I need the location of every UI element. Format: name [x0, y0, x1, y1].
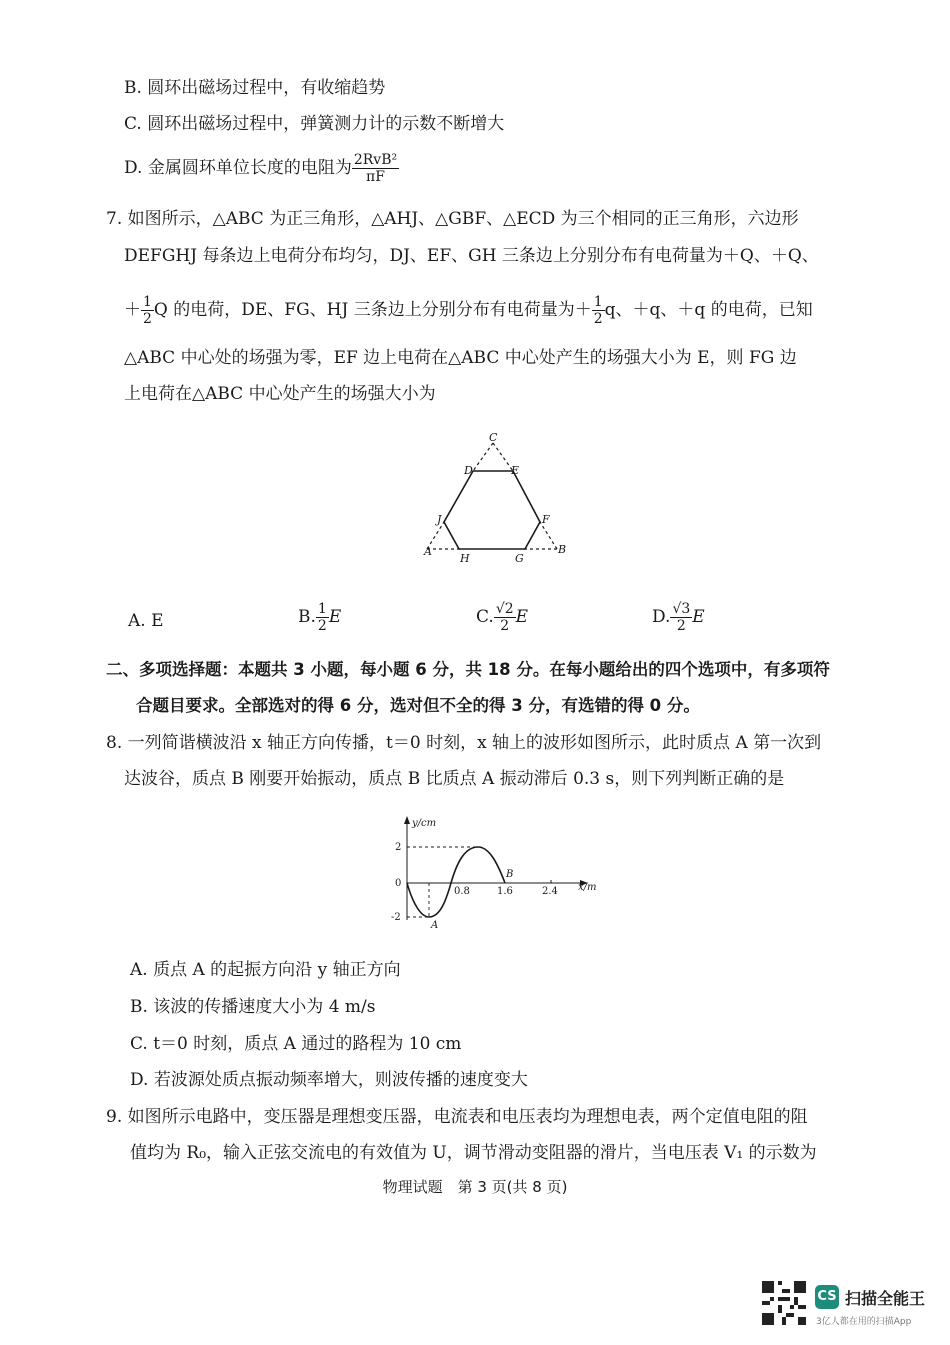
- fraction-numerator: 1: [317, 601, 327, 617]
- fraction-numerator: 1: [143, 294, 152, 310]
- x-tick-2-4: 2.4: [542, 886, 558, 897]
- y-axis-label: y/cm: [412, 818, 437, 829]
- label-d: D: [464, 464, 473, 477]
- fraction-denominator: 2: [500, 618, 510, 634]
- choice-b-e: E: [328, 607, 342, 627]
- y-axis-arrow-icon: [404, 816, 410, 824]
- q9-line-2: 值均为 R₀，输入正弦交流电的有效值为 U，调节滑动变阻器的滑片，当电压表 V₁ 的示数为: [130, 1143, 817, 1163]
- hexagon-defghj: [444, 471, 540, 549]
- fraction-denominator: 2: [593, 311, 603, 327]
- section-2-heading-line-2: 合题目要求。全部选对的得 6 分，选对但不全的得 3 分，有选错的得 0 分。: [136, 696, 700, 715]
- half-fraction: [141, 294, 154, 327]
- x-tick-1-6: 1.6: [497, 886, 513, 897]
- fraction-numerator: 2RvB²: [353, 152, 398, 168]
- q7-line-4: △ABC 中心处的场强为零，EF 边上电荷在△ABC 中心处产生的场强大小为 E，则 FG 边: [124, 348, 797, 368]
- q6-option-d-fraction: [352, 152, 399, 185]
- fraction-denominator: 2: [317, 618, 327, 634]
- point-a-label: A: [431, 920, 439, 930]
- camscanner-name: 扫描全能王: [845, 1289, 926, 1308]
- q7-line-3-post: q、＋q、＋q 的电荷，已知: [604, 300, 813, 320]
- camscanner-logo-icon: CS: [815, 1285, 839, 1309]
- choice-c-fraction: [494, 601, 516, 634]
- label-b: B: [558, 543, 567, 556]
- fraction-numerator: 1: [593, 294, 603, 310]
- choice-d-e: E: [692, 607, 705, 627]
- q8-option-a: A. 质点 A 的起振方向沿 y 轴正方向: [130, 960, 401, 980]
- dash-bf: [540, 522, 557, 549]
- dash-ce: [493, 443, 513, 471]
- fraction-numerator: √2: [495, 601, 514, 617]
- q7-line-3-pre: ＋: [124, 300, 141, 320]
- label-f: F: [542, 513, 550, 526]
- q7-line-1: 7. 如图所示，△ABC 为正三角形，△AHJ、△GBF、△ECD 为三个相同的正三角形，六边形: [106, 209, 799, 229]
- hexagon-triangle-figure: [415, 425, 575, 570]
- qr-code-icon: [762, 1281, 806, 1325]
- q8-line-1: 8. 一列简谐横波沿 x 轴正方向传播，t＝0 时刻，x 轴上的波形如图所示，此时质点 A 第一次到: [106, 733, 822, 753]
- label-j: J: [437, 513, 442, 526]
- x-axis-label: x/m: [578, 882, 597, 893]
- q6-option-d: [124, 152, 399, 185]
- q7-line-3-mid: Q 的电荷，DE、FG、HJ 三条边上分别分布有电荷量为＋: [153, 300, 592, 320]
- label-a: A: [424, 545, 432, 558]
- half-fraction: [592, 294, 605, 327]
- y-tick-neg2: -2: [391, 912, 401, 923]
- fraction-denominator: 2: [143, 311, 152, 327]
- q6-option-c: C. 圆环出磁场过程中，弹簧测力计的示数不断增大: [124, 114, 505, 134]
- q7-choice-c: [476, 601, 528, 634]
- q8-option-d: D. 若波源处质点振动频率增大，则波传播的速度变大: [130, 1070, 528, 1090]
- dash-cd: [473, 443, 493, 471]
- camscanner-tagline: 3亿人都在用的扫描App: [816, 1317, 912, 1327]
- choice-c-prefix: C.: [476, 607, 494, 627]
- x-tick-0-8: 0.8: [454, 886, 470, 897]
- q7-choice-d: [652, 601, 705, 634]
- y-tick-2: 2: [395, 842, 402, 853]
- y-tick-0: 0: [395, 878, 402, 889]
- q8-line-2: 达波谷，质点 B 刚要开始振动，质点 B 比质点 A 振动滞后 0.3 s，则下列判断正确的是: [124, 769, 785, 789]
- point-b-label: B: [506, 869, 514, 880]
- label-e: E: [511, 464, 520, 477]
- q9-line-1: 9. 如图所示电路中，变压器是理想变压器，电流表和电压表均为理想电表，两个定值电阻的阻: [106, 1107, 808, 1127]
- choice-c-e: E: [515, 607, 529, 627]
- fraction-numerator: √3: [672, 601, 691, 617]
- q7-line-3: [124, 294, 813, 327]
- choice-d-prefix: D.: [652, 607, 671, 627]
- choice-b-prefix: B.: [298, 607, 316, 627]
- q6-option-d-text: D. 金属圆环单位长度的电阻为: [124, 158, 352, 178]
- wave-graph: [385, 812, 610, 930]
- label-h: H: [460, 552, 470, 565]
- label-c: C: [489, 431, 498, 444]
- q8-option-b: B. 该波的传播速度大小为 4 m/s: [130, 997, 376, 1017]
- q7-choice-a: A. E: [128, 611, 164, 631]
- q6-option-b: B. 圆环出磁场过程中，有收缩趋势: [124, 78, 386, 98]
- choice-b-fraction: [316, 601, 329, 634]
- choice-d-fraction: [670, 601, 692, 634]
- fraction-denominator: 2: [676, 618, 686, 634]
- label-g: G: [515, 552, 524, 565]
- section-2-heading-line-1: 二、多项选择题：本题共 3 小题，每小题 6 分，共 18 分。在每小题给出的四个选项中，有多项符: [106, 660, 830, 679]
- q8-option-c: C. t＝0 时刻，质点 A 通过的路程为 10 cm: [130, 1034, 462, 1054]
- q7-line-2: DEFGHJ 每条边上电荷分布均匀，DJ、EF、GH 三条边上分别分布有电荷量为＋Q、＋Q、: [124, 246, 819, 266]
- wave-curve: [407, 847, 505, 917]
- q7-choice-b: [298, 601, 341, 634]
- q7-line-5: 上电荷在△ABC 中心处产生的场强大小为: [124, 384, 436, 404]
- fraction-denominator: πF: [366, 169, 385, 185]
- page-footer: 物理试题 第 3 页(共 8 页): [382, 1178, 568, 1196]
